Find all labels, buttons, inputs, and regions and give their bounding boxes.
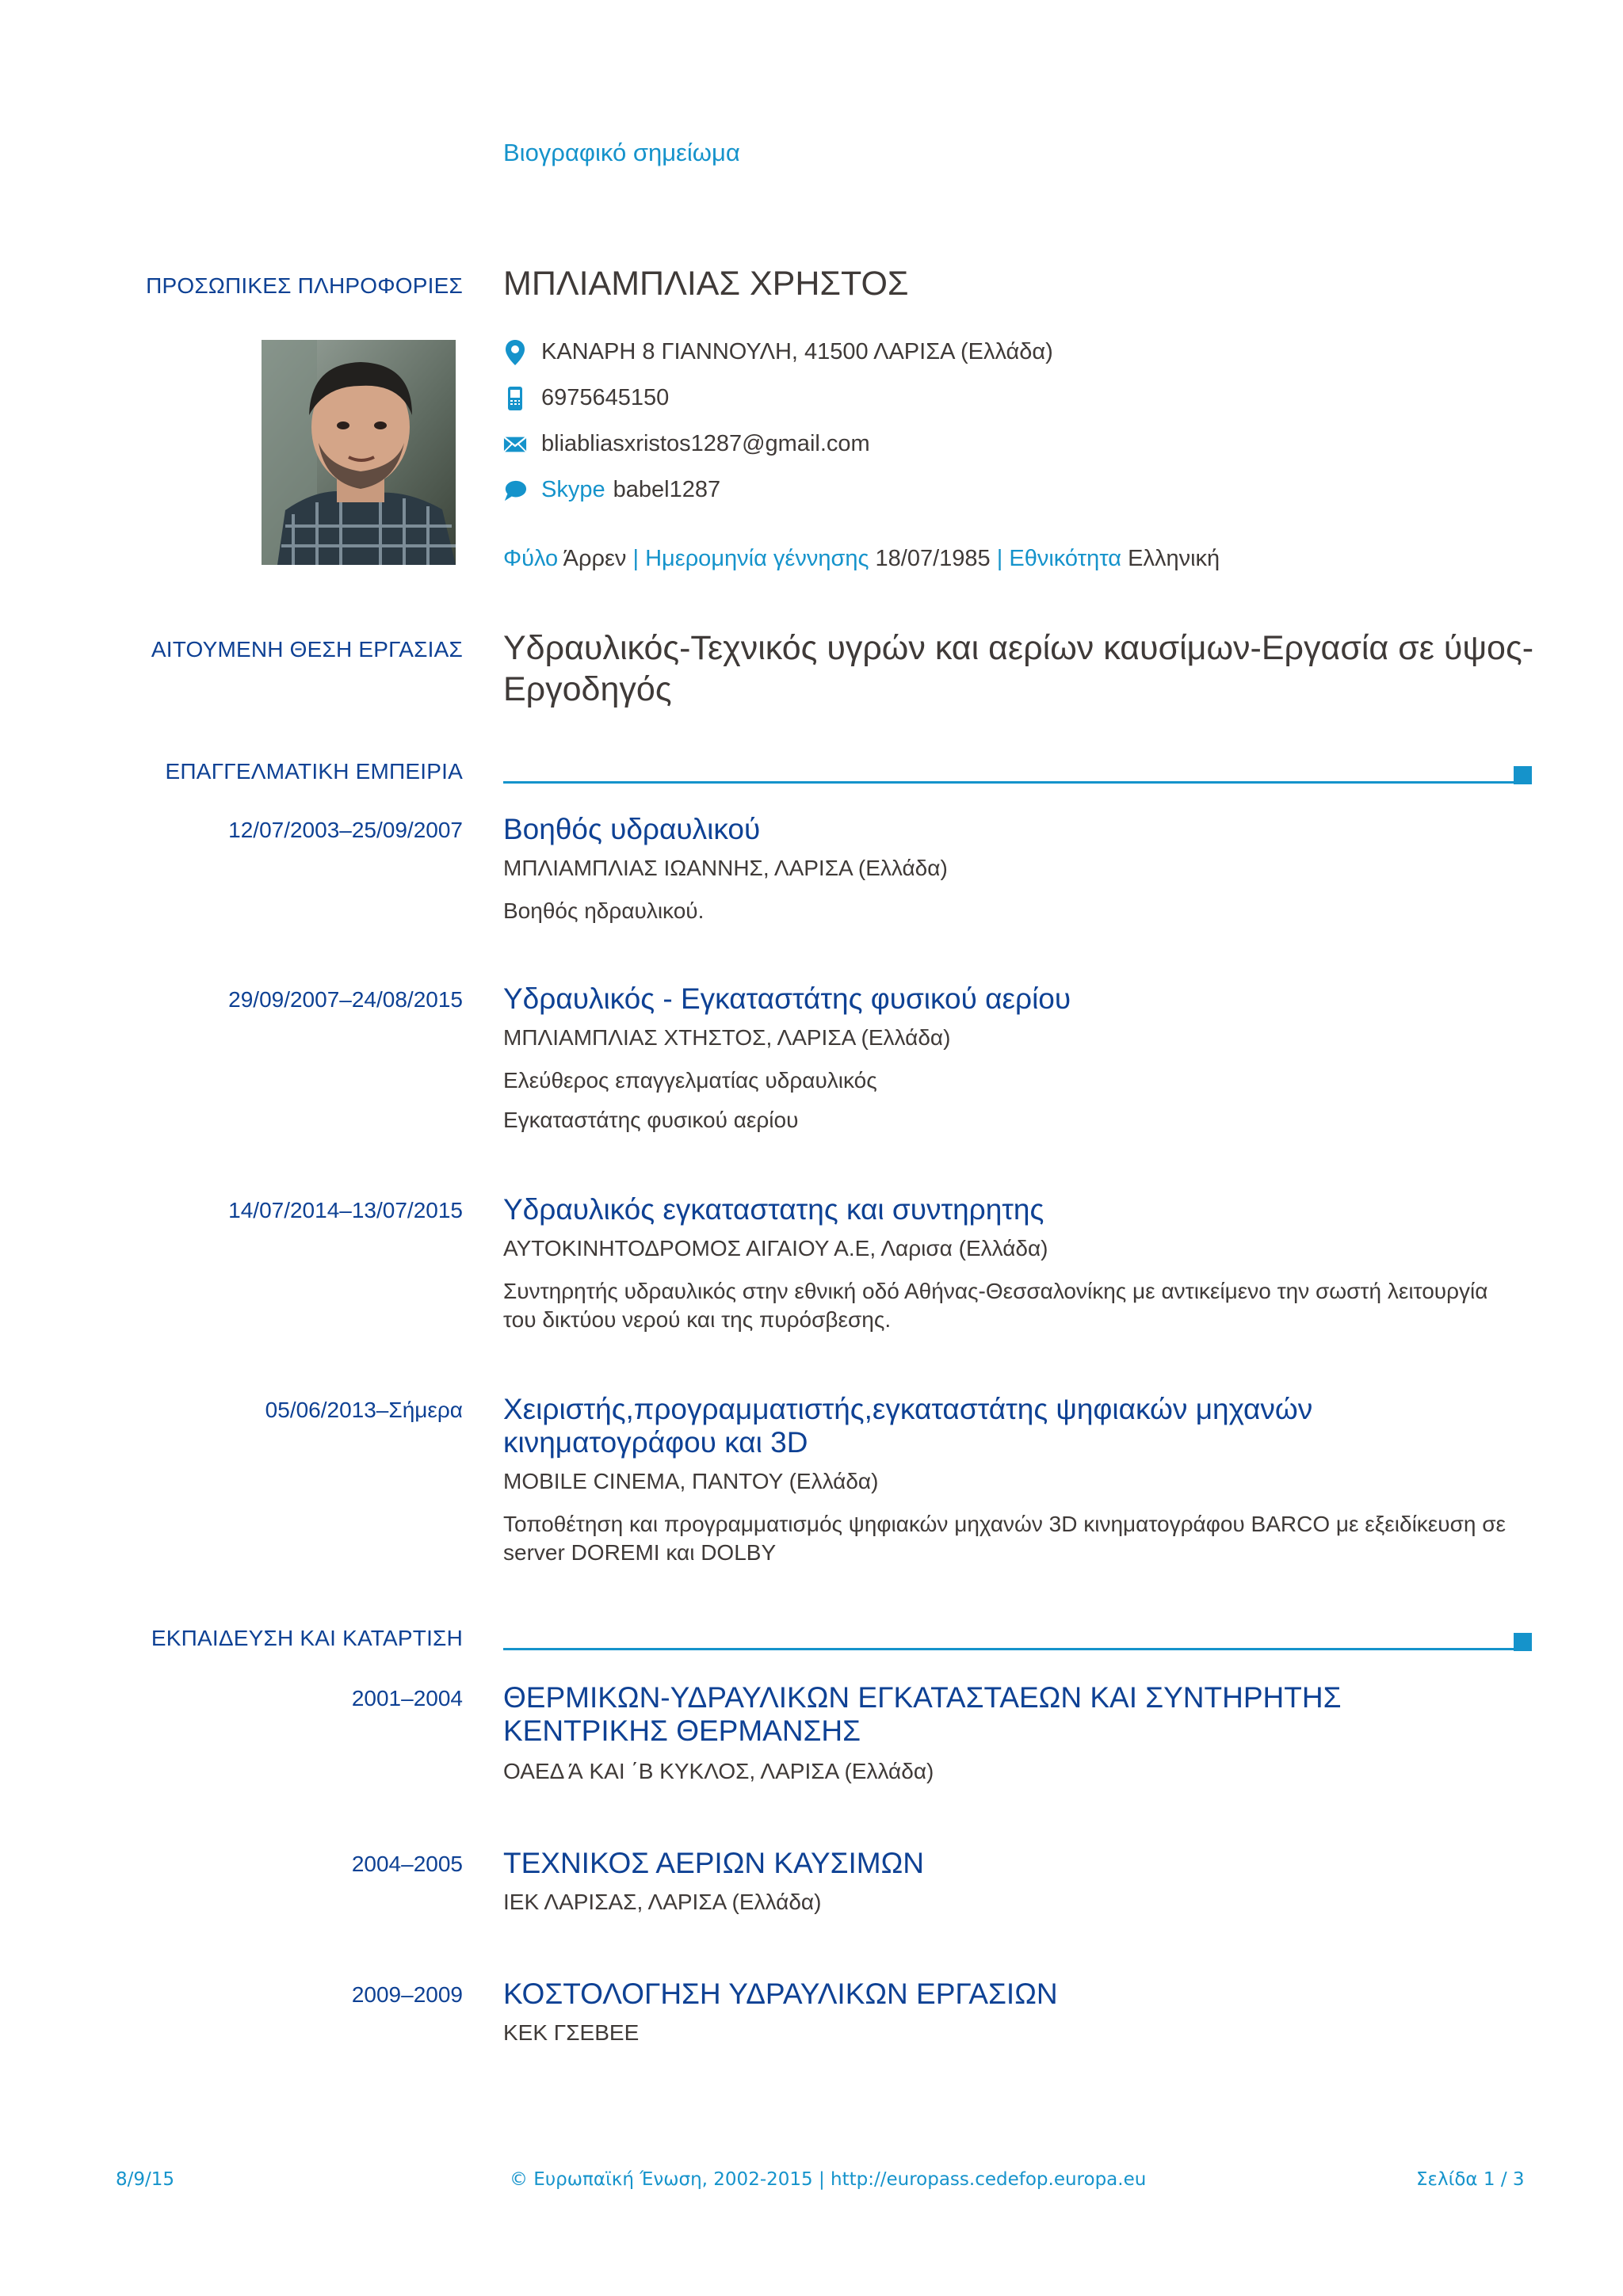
education-title: ΘΕΡΜΙΚΩΝ-ΥΔΡΑΥΛΙΚΩΝ ΕΓΚΑΤΑΣΤΑΕΩΝ ΚΑΙ ΣΥΝΤΗΡΗΤΗΣ ΚΕΝΤΡΙΚΗΣ ΘΕΡΜΑΝΣΗΣ — [503, 1681, 1342, 1747]
nationality-label: Εθνικότητα — [1009, 546, 1122, 571]
education-organisation: ΚΕΚ ΓΣΕΒΕΕ — [503, 2020, 640, 2045]
email-icon — [503, 432, 527, 457]
chat-bubble-icon — [503, 478, 527, 503]
separator: | — [996, 546, 1003, 571]
education-dates: 2004–2005 — [351, 1852, 463, 1876]
experience-employer: ΜΠΛΙΑΜΠΛΙΑΣ ΙΩΑΝΝΗΣ, ΛΑΡΙΣΑ (Ελλάδα) — [503, 856, 948, 880]
experience-dates: 12/07/2003–25/09/2007 — [228, 818, 463, 842]
section-label-personal-info: ΠΡΟΣΩΠΙΚΕΣ ΠΛΗΡΟΦΟΡΙΕΣ — [146, 273, 463, 298]
dob-value: 18/07/1985 — [875, 546, 991, 571]
skype-text: babel1287 — [613, 477, 721, 502]
full-name: ΜΠΛΙΑΜΠΛΙΑΣ ΧΡΗΣΤΟΣ — [503, 265, 909, 303]
contact-email — [503, 431, 870, 457]
contact-skype — [503, 477, 720, 503]
education-dates: 2009–2009 — [351, 1982, 463, 2007]
experience-description: Βοηθός ηδραυλικού. — [503, 898, 705, 923]
section-divider — [503, 781, 1515, 784]
profile-photo-image — [262, 340, 456, 565]
contact-phone — [503, 385, 669, 411]
mobile-phone-icon — [503, 386, 527, 411]
section-label-desired-job: ΑΙΤΟΥΜΕΝΗ ΘΕΣΗ ΕΡΓΑΣΙΑΣ — [151, 637, 463, 662]
contact-address — [503, 339, 1053, 365]
experience-description: Συντηρητής υδραυλικός στην εθνική οδό Αθήνας-Θεσσαλονίκης με αντικείμενο την σωστή λειτουργία του δικτύου νερού και της πυρόσβεσης. — [503, 1279, 1488, 1332]
location-pin-icon — [503, 340, 527, 365]
experience-title: Βοηθός υδραυλικού — [503, 813, 761, 845]
experience-dates: 05/06/2013–Σήμερα — [265, 1398, 463, 1422]
education-dates: 2001–2004 — [351, 1686, 463, 1711]
footer-date: 8/9/15 — [116, 2169, 175, 2190]
gender-label: Φύλο — [503, 546, 559, 571]
section-divider-square — [1514, 766, 1532, 784]
desired-job-text: Υδραυλικός-Τεχνικός υγρών και αερίων καυσίμων-Εργασία σε ύψος-Εργοδηγός — [503, 629, 1534, 708]
profile-photo — [262, 340, 456, 565]
experience-description: Τοποθέτηση και προγραμματισμός ψηφιακών μηχανών 3D κινηματογράφου BARCO με εξειδίκευση σε server DOREMI και DOLBY — [503, 1512, 1506, 1565]
education-title: ΚΟΣΤΟΛΟΓΗΣΗ ΥΔΡΑΥΛΙΚΩΝ ΕΡΓΑΣΙΩΝ — [503, 1978, 1058, 2010]
experience-title: Υδραυλικός - Εγκαταστάτης φυσικού αερίου — [503, 982, 1071, 1015]
section-divider — [503, 1648, 1515, 1650]
experience-dates: 29/09/2007–24/08/2015 — [228, 987, 463, 1012]
personal-details-line — [503, 546, 1220, 572]
experience-dates: 14/07/2014–13/07/2015 — [228, 1198, 463, 1222]
experience-title: Υδραυλικός εγκαταστατης και συντηρητης — [503, 1193, 1044, 1226]
email-text[interactable]: bliabliasxristos1287@gmail.com — [541, 431, 870, 456]
experience-title: Χειριστής,προγραμματιστής,εγκαταστάτης ψηφιακών μηχανών κινηματογράφου και 3D — [503, 1393, 1313, 1459]
experience-description: Εγκαταστάτης φυσικού αερίου — [503, 1108, 799, 1132]
experience-employer: MOBILE CINEMA, ΠΑΝΤΟΥ (Ελλάδα) — [503, 1469, 879, 1493]
separator: | — [632, 546, 640, 571]
gender-value: Άρρεν — [563, 546, 627, 571]
dob-label: Ημερομηνία γέννησης — [645, 546, 869, 571]
experience-employer: ΜΠΛΙΑΜΠΛΙΑΣ ΧΤΗΣΤΟΣ, ΛΑΡΙΣΑ (Ελλάδα) — [503, 1025, 951, 1050]
section-label-experience: ΕΠΑΓΓΕΛΜΑΤΙΚΗ ΕΜΠΕΙΡΙΑ — [165, 759, 463, 784]
footer-page-number: Σελίδα 1 / 3 — [1416, 2169, 1525, 2190]
experience-description: Ελεύθερος επαγγελματίας υδραυλικός — [503, 1068, 877, 1093]
skype-label: Skype — [541, 477, 605, 502]
address-text: ΚΑΝΑΡΗ 8 ΓΙΑΝΝΟΥΛΗ, 41500 ΛΑΡΙΣΑ (Ελλάδα) — [541, 339, 1053, 364]
education-organisation: ΟΑΕΔ Ά ΚΑΙ ΄Β ΚΥΚΛΟΣ, ΛΑΡΙΣΑ (Ελλάδα) — [503, 1759, 934, 1783]
experience-employer: ΑΥΤΟΚΙΝΗΤΟΔΡΟΜΟΣ ΑΙΓΑΙΟΥ Α.Ε, Λαρισα (Ελλάδα) — [503, 1236, 1048, 1261]
document-title: Βιογραφικό σημείωμα — [503, 139, 740, 166]
section-divider-square — [1514, 1633, 1532, 1651]
education-organisation: ΙΕΚ ΛΑΡΙΣΑΣ, ΛΑΡΙΣΑ (Ελλάδα) — [503, 1890, 822, 1914]
education-title: ΤΕΧΝΙΚΟΣ ΑΕΡΙΩΝ ΚΑΥΣΙΜΩΝ — [503, 1847, 925, 1879]
nationality-value: Ελληνική — [1128, 546, 1220, 571]
footer-copyright[interactable]: © Ευρωπαϊκή Ένωση, 2002-2015 | http://europass.cedefop.europa.eu — [510, 2169, 1147, 2190]
section-label-education: ΕΚΠΑΙΔΕΥΣΗ ΚΑΙ ΚΑΤΑΡΤΙΣΗ — [151, 1626, 463, 1650]
phone-text: 6975645150 — [541, 385, 670, 410]
